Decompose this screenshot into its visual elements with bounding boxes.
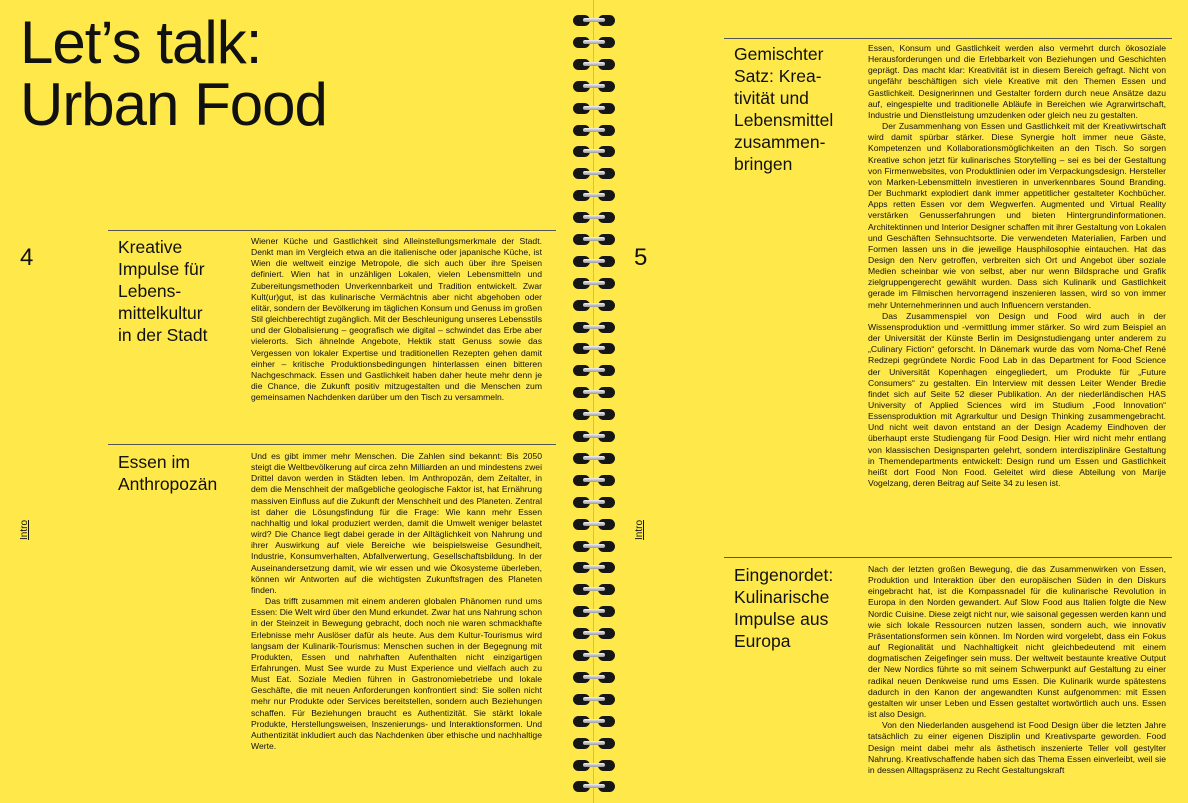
paragraph: Und es gibt immer mehr Menschen. Die Zahlen sind bekannt: Bis 2050 steigt die Weltbevölkerung auf circa zehn Milliarden an und mindestens zwei Drittel davon werden in Städten leben. Im Anthropozän, dem Zeitalter, in dem die Menschheit der maßgebliche geologische Faktor ist, hat Ernährung massiven Einfluss auf die Zukunft der Menschheit und des Planeten. Zentral ist daher die Lösungsfindung für die Frage: Wie kann mehr Essen nachhaltig und lokal produziert werden, damit die Umwelt weniger belastet wird? Die Chance liegt dabei gerade in der Alltäglichkeit von Nahrung und ihrer Auswirkung auf viele Bereiche wie beispielsweise Gesundheit, Industrie, Konsumverhalten, Abfallverwertung, Gesellschaftsbildung. In der Auseinandersetzung damit, wie wir essen und wie Ökosysteme überleben, können wir Antworten auf die wichtigsten Zukunftsfragen des Planeten finden. [251,451,542,595]
spiral-ring [571,167,617,181]
spiral-ring [571,627,617,641]
paragraph: Wiener Küche und Gastlichkeit sind Alleinstellungsmerkmale der Stadt. Denkt man im Vergleich etwa an die italienische oder japanische Küche, ist Wien die weltweit einzige Metropole, die sich auch über ihre Speisen definiert. Wien hat in unzähligen Lokalen, vielen Lebensmitteln und Zubereitungsmethoden Unverkennbarkeit und Tradition entwickelt. Zwar Kult(ur)gut, ist das kulinarische Vermächtnis aber nicht abgehoben oder elitär, sondern der Bevölkerung im täglichen Konsum und Genuss im großen Stil gleichberechtigt zugänglich. Mit der Beschleunigung unseres Lebensstils und der Globalisierung – geografisch wie digital – schwindet das Erbe aber vielerorts. Sich ähnelnde Angebote, Hektik statt Genuss sowie das Vergessen von lokaler Expertise und traditionellen Rezepten gehen damit einher – kritische Produktionsbedingungen hinterlassen einen bitteren Nachgeschmack. Essen und Gastlichkeit haben daher heute mehr denn je die Chance, die Zukunft positiv mitzugestalten und die Menschen zum gemeinsamen Nachdenken darüber um den Tisch zu versammeln. [251,236,542,403]
spiral-ring [571,408,617,422]
section-body-kreative-impulse [251,236,542,418]
section-heading-essen-im-anthropozaen: Essen im Anthropozän [118,452,218,494]
section-body-gemischter-satz [868,43,1166,531]
paragraph: Nach der letzten großen Bewegung, die das Zusammenwirken von Essen, Produktion und Interaktion über den europäischen Süden in den Diskurs eingebracht hat, ist die Kompassnadel für die kulinarische Revolution in Europa in den Norden gewandert. Auf Slow Food aus Italien folgte die New Nordic Cuisine. Diese zeigt nicht nur, wie saisonal gegessen werden kann und wie sich lokale Ressourcen nutzen lassen, sondern auch, wie innovativ Präsentationsformen sein können. Im Norden wird vorgelebt, dass ein Fokus auf Regionalität und Nachhaltigkeit nicht gleichbedeutend mit einem dogmatischen Zeigefinger sein muss. Der weltweit bestaunte kreative Output der New Nordics führte so mit seinem Schwerpunkt auf Gestaltung zu einer radikal neuen Denkweise rund ums Essen. Die Kulinarik wurde spätestens dadurch in den Kanon der angewandten Kunst aufgenommen: mit Essen gestalten wir unser Leben und Essen gestaltet wortwörtlich auch uns. Essen ist also Design. [868,564,1166,720]
spiral-ring [571,321,617,335]
spiral-ring [571,605,617,619]
spiral-ring [571,715,617,729]
spiral-ring [571,671,617,685]
title-line-1: Let’s talk: [20,9,262,76]
spiral-ring [571,737,617,751]
paragraph: Essen, Konsum und Gastlichkeit werden also vermehrt durch ökosoziale Herausforderungen und die Erlebbarkeit von Beziehungen und Geschichten geprägt. Das macht klar: Kreativität ist in diesem Bereich gefragt. Nicht von ungefähr beschäftigen sich viele Kreative mit den Themen Essen und Gastlichkeit. Designerinnen und Gestalter fordern durch neue Ansätze dazu auf, eingespielte und traditionelle Abläufe in Bereichen wie Agrarwirtschaft, Industrie und Dienstleistung umzudenken oder gleich neu zu gestalten. [868,43,1166,120]
paragraph: Der Zusammenhang von Essen und Gastlichkeit mit der Kreativwirtschaft wird damit spürbar stärker. Diese Synergie holt immer neue Gäste, Kompetenzen und Kollaborationsmöglichkeiten an den Tisch. So sorgen Kreative schon jetzt für kulinarisches Storytelling – sei es bei der Gestaltung von Firmenwebsites, von Produktlinien oder im Verpackungsdesign. Hersteller von Marken-Lebensmitteln investieren in unverkennbares Sound Branding. Der Buchmarkt explodiert dank immer appetitlicher gestalteter Kochbücher. Apps retten Essen vor dem Wegwerfen. Augmented und Virtual Reality verstärken Genusserfahrungen und bieten Hintergrundinformationen. Architektinnen und Interior Designer schaffen mit ihrer Gestaltung von Lokalen und Geschäften Sehnsuchtsorte. Die verwendeten Materialien, Farben und Formen lassen uns in die jeweilige Hausphilosophie eintauchen. Hat das Design den Nerv getroffen, verbreiten sich Ort und Angebot über soziale Medien scheinbar wie von selbst, aber nur wenn Bildsprache und Grafik zielgruppengerecht gewählt wurden. Dass sich Kulinarik und Gastlichkeit gerade im Filmischen hervorragend inszenieren lassen, wird so von immer mehr Unternehmerinnen und auch Influencern verstanden. [868,121,1166,310]
spiral-ring [571,342,617,356]
section-rule [724,38,1172,39]
section-heading-gemischter-satz: Gemischter Satz: Krea- tivität und Lebensmittel zusammen- bringen [734,44,834,174]
section-label: Intro [19,519,30,540]
page-number: 5 [634,244,648,271]
spiral-ring [571,496,617,510]
spiral-ring [571,364,617,378]
spiral-ring [571,583,617,597]
paragraph: Das Zusammenspiel von Design und Food wird auch in der Wissensproduktion und -vermittlung immer stärker. So wird zum Beispiel an der Universität der Künste Berlin im Designstudiengang unter anderem zu „Culinary Fiction“ geforscht. In Dänemark wurde das vom Noma-Chef René Redzepi gegründete Nordic Food Lab in das Department for Food Science der Universität Kopenhagen eingegliedert, um Produkte für „Future Consumers“ zu gestalten. Ein Interview mit dessen Leiter Wender Bredie findet sich auf Seite 52 dieser Publikation. An der niederländischen HAS University of Applied Sciences wird im Studium „Food Innovation“ Essensproduktion mit Agrarkultur und Design Thinking zusammengebracht. Und nicht weit davon entstand an der Design Academy Eindhoven der überhaupt erste Studiengang für Food Design. Hier wird nicht mehr entlang von klassischen Designsparten gelehrt, sondern interdisziplinäre Gestaltung in Themendepartments entwickelt: Design rund um Essen und Gastlichkeit heißt dort Food Non Food. Geleitet wird diese Abteilung von Marije Vogelzang, deren Beitrag auf Seite 34 zu lesen ist. [868,310,1166,489]
spiral-ring [571,430,617,444]
paragraph: Das trifft zusammen mit einem anderen globalen Phänomen rund ums Essen: Die Welt wird über den Mund erkundet. Zwar hat uns Nahrung schon in der Steinzeit in Bewegung gebracht, doch noch nie waren schmackhafte Erlebnisse mehr Auslöser dafür als heute. Aus dem Kultur-Tourismus wird langsam der Kulinarik-Tourismus: Menschen suchen in der Begegnung mit Produkten, Essen und nahrhaften Aufenthalten nicht einzigartigen Erfahrungen. Must See wurde zu Must Experience und vielfach auch zu Must Eat. Soziale Medien führen in Gastronomiebetriebe und lokale Geschäfte, die mit neuen Anforderungen konfrontiert sind: Sie sollen nicht mehr nur Produkte oder Services bereitstellen, sondern auch Beziehungen schaffen. Für Beziehungen braucht es Authentizität. Sie stärkt lokale Produkte, Herstellungsweisen, Inszenierungs- und Interaktionsformen. Und Authentizität inkludiert auch das Nachdenken über ethische und nachhaltige Werte. [251,596,542,752]
spiral-ring [571,211,617,225]
page-number: 4 [20,244,34,271]
spiral-ring [571,693,617,707]
spiral-ring [571,124,617,138]
section-rule [108,444,556,445]
spiral-ring [571,452,617,466]
section-heading-kreative-impulse: Kreative Impulse für Lebens- mittelkultur in der Stadt [118,237,208,345]
spiral-ring [571,780,617,794]
section-rule [724,557,1172,558]
spiral-ring [571,58,617,72]
spiral-ring [571,540,617,554]
spiral-ring [571,518,617,532]
spiral-ring [571,759,617,773]
section-rule [108,230,556,231]
spiral-ring [571,233,617,247]
page-title [20,9,327,138]
spiral-ring [571,474,617,488]
spiral-binding [571,0,617,803]
spiral-ring [571,649,617,663]
spiral-ring [571,299,617,313]
section-body-eingenordet [868,564,1166,803]
spiral-ring [571,561,617,575]
section-heading-eingenordet: Eingenordet: Kulinarische Impulse aus Europa [734,565,834,651]
section-body-essen-im-anthropozaen [251,451,542,759]
spiral-ring [571,36,617,50]
spiral-ring [571,102,617,116]
right-page [594,0,1188,803]
spiral-ring [571,14,617,28]
section-label: Intro [634,519,645,540]
spiral-ring [571,189,617,203]
paragraph: Von den Niederlanden ausgehend ist Food Design über die letzten Jahre tatsächlich zu einer eigenen Disziplin und Kreativsparte geworden. Food Design meint dabei mehr als ästhetisch inszenierte Teller voll gestylter Nahrung. Kreativschaffende haben sich das Thema Essen einverleibt, weil sie in dessen Alltagspräsenz zu Recht Gestaltungskraft [868,720,1166,775]
spiral-ring [571,277,617,291]
spiral-ring [571,255,617,269]
spiral-ring [571,386,617,400]
title-line-2: Urban Food [20,71,327,138]
spiral-ring [571,145,617,159]
spiral-ring [571,80,617,94]
